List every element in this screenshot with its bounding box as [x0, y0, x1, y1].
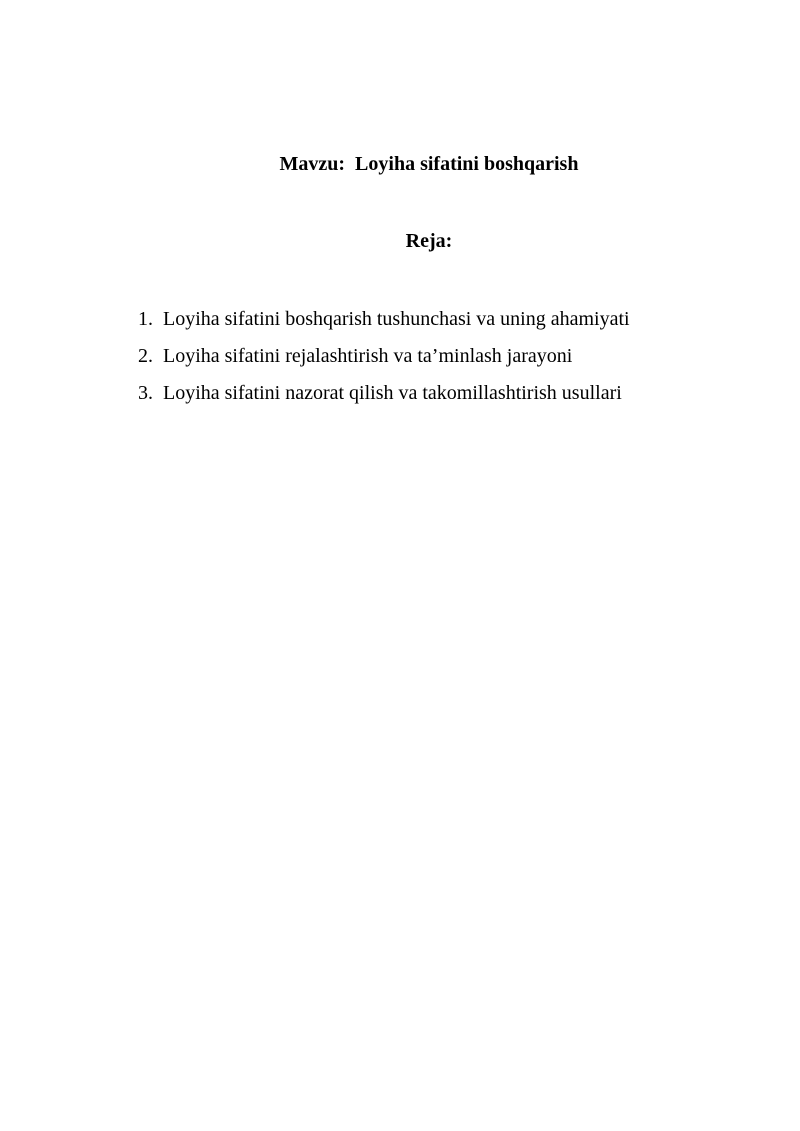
plan-item-number: 1.	[138, 308, 153, 330]
plan-item-text: Loyiha sifatini nazorat qilish va takomillashtirish usullari	[163, 382, 622, 404]
plan-heading: Reja:	[405, 230, 453, 252]
plan-list	[138, 301, 630, 412]
plan-item-text: Loyiha sifatini rejalashtirish va ta’minlash jarayoni	[163, 345, 573, 367]
plan-item-1	[138, 301, 630, 338]
plan-item-2	[138, 338, 630, 375]
plan-item-number: 3.	[138, 382, 153, 404]
plan-item-number: 2.	[138, 345, 153, 367]
document-title: Mavzu: Loyiha sifatini boshqarish	[279, 153, 579, 175]
plan-item-text: Loyiha sifatini boshqarish tushunchasi va uning ahamiyati	[163, 308, 630, 330]
plan-item-3	[138, 375, 630, 412]
